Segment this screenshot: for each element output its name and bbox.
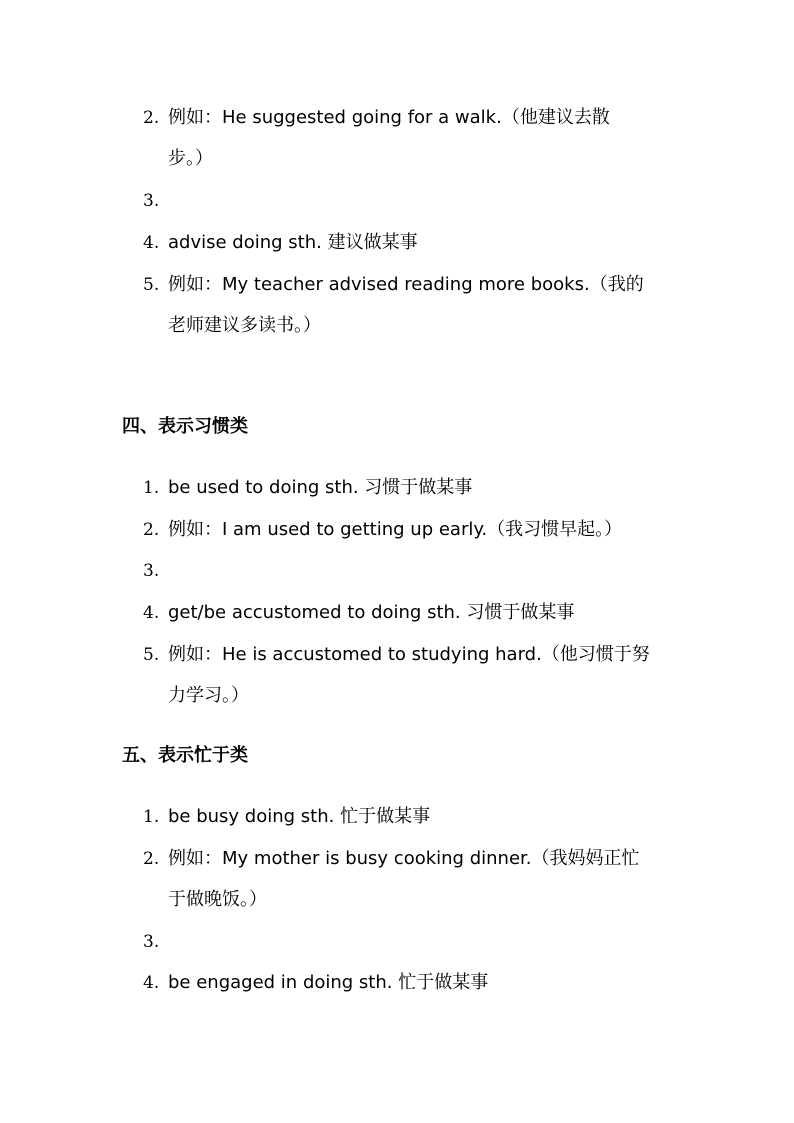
list-item-text-continued: 老师建议多读书。） — [168, 315, 321, 336]
list-number: 1. — [143, 478, 160, 498]
list-number: 3. — [143, 932, 160, 952]
list-number: 4. — [143, 603, 160, 623]
list-number: 2. — [143, 520, 160, 540]
list-item-text: be engaged in doing sth. 忙于做某事 — [168, 972, 489, 993]
list-number: 4. — [143, 233, 160, 253]
list-item-text: 例如：He suggested going for a walk.（他建议去散 — [168, 107, 610, 128]
list-item-text: be used to doing sth. 习惯于做某事 — [168, 477, 473, 498]
list-item-text-continued: 于做晚饭。） — [168, 889, 267, 910]
list-item-text: 例如：My mother is busy cooking dinner.（我妈妈正忙 — [168, 848, 640, 869]
list-number: 2. — [143, 849, 160, 869]
list-number: 3. — [143, 191, 160, 211]
list-item-text: 例如：My teacher advised reading more books.（我的 — [168, 274, 644, 295]
list-number: 2. — [143, 108, 160, 128]
list-item-text: get/be accustomed to doing sth. 习惯于做某事 — [168, 602, 575, 623]
section-heading-busy: 五、表示忙于类 — [122, 745, 248, 766]
list-item-text: 例如：I am used to getting up early.（我习惯早起。） — [168, 519, 623, 540]
list-number: 5. — [143, 645, 160, 665]
list-item-text-continued: 步。） — [168, 148, 213, 169]
list-number: 5. — [143, 275, 160, 295]
list-item-text-continued: 力学习。） — [168, 685, 249, 706]
list-item-text: be busy doing sth. 忙于做某事 — [168, 806, 431, 827]
list-number: 1. — [143, 807, 160, 827]
list-number: 3. — [143, 561, 160, 581]
list-item-text: 例如：He is accustomed to studying hard.（他习惯于努 — [168, 644, 650, 665]
list-item-text: advise doing sth. 建议做某事 — [168, 232, 418, 253]
list-number: 4. — [143, 973, 160, 993]
section-heading-habit: 四、表示习惯类 — [122, 416, 248, 437]
